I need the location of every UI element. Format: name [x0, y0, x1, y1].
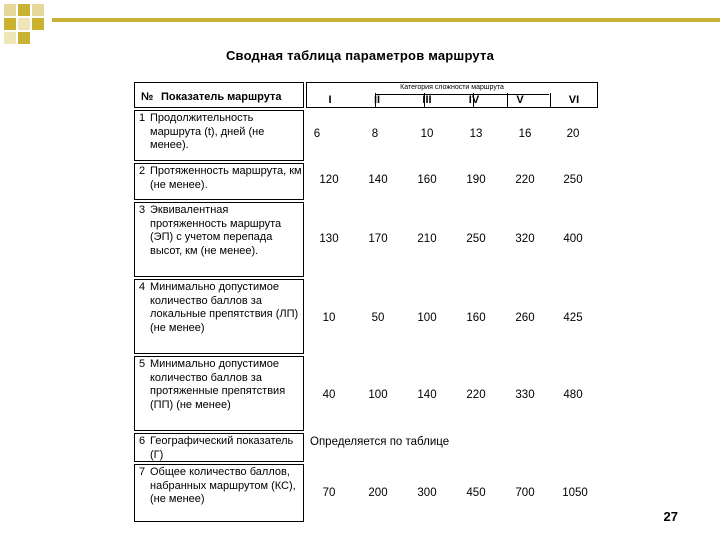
table-cell: 70: [322, 487, 336, 499]
table-cell: 160: [466, 312, 486, 324]
row-number: 3: [139, 204, 146, 216]
category-label: IV: [468, 94, 480, 106]
category-label: V: [516, 94, 524, 106]
table-cell: 16: [518, 128, 532, 140]
row-number: 6: [139, 435, 146, 447]
row-note: Определяется по таблице: [310, 436, 450, 448]
page-title: Сводная таблица параметров маршрута: [225, 48, 495, 63]
table-cell: 300: [417, 487, 437, 499]
table-row-label: [134, 464, 304, 522]
table-cell: 10: [420, 128, 434, 140]
row-number: 4: [139, 281, 146, 293]
category-label: VI: [568, 94, 580, 106]
table-cell: 160: [417, 174, 437, 186]
table-cell: 700: [515, 487, 535, 499]
table-cell: 8: [371, 128, 379, 140]
table-cell: 330: [515, 389, 535, 401]
table-cell: 40: [322, 389, 336, 401]
table-cell: 190: [466, 174, 486, 186]
table-cell: 200: [368, 487, 388, 499]
table-cell: 120: [319, 174, 339, 186]
row-number: 7: [139, 466, 146, 478]
table-row-label: [134, 433, 304, 462]
table-cell: 450: [466, 487, 486, 499]
row-number: 2: [139, 165, 146, 177]
table-cell: 100: [417, 312, 437, 324]
table-row-label: [134, 110, 304, 161]
row-label-text: Продолжительность маршрута (t), дней (не менее).: [150, 112, 265, 151]
column-header-categories: [306, 82, 598, 108]
category-label: III: [422, 94, 432, 106]
table-cell: 250: [466, 233, 486, 245]
table-cell: 320: [515, 233, 535, 245]
row-label-text: Минимально допустимое количество баллов за локальные препятствия (ЛП) (не менее): [150, 281, 299, 334]
row-label-text: Географический показатель (Г): [150, 435, 294, 461]
row-label-text: Общее количество баллов, набранных маршрутом (КС), (не менее): [150, 466, 296, 505]
table-cell: 10: [322, 312, 336, 324]
table-cell: 260: [515, 312, 535, 324]
table-cell: 130: [319, 233, 339, 245]
row-label-text: Эквивалентная протяженность маршрута (ЭП) с учетом перепада высот, км (не менее).: [150, 204, 282, 257]
category-label: II: [373, 94, 381, 106]
table-cell: 140: [417, 389, 437, 401]
header-num-label: №: [141, 91, 154, 103]
category-tick: [550, 93, 551, 107]
row-label-text: Протяженность маршрута, км (не менее).: [150, 165, 302, 191]
category-tick: [375, 93, 376, 107]
table-cell: 250: [563, 174, 583, 186]
table-row-label: [134, 202, 304, 277]
page-number: 27: [663, 509, 678, 524]
table-cell: 220: [466, 389, 486, 401]
table-cell: 13: [469, 128, 483, 140]
table-cell: 480: [563, 389, 583, 401]
category-tick: [424, 93, 425, 107]
table-cell: 1050: [562, 487, 588, 499]
table-cell: 50: [371, 312, 385, 324]
table-cell: 170: [368, 233, 388, 245]
table-row-label: [134, 163, 304, 200]
table-cell: 400: [563, 233, 583, 245]
row-number: 1: [139, 112, 146, 124]
table-row-label: [134, 356, 304, 431]
category-tick: [473, 93, 474, 107]
table-cell: 140: [368, 174, 388, 186]
header-accent-line: [52, 18, 720, 22]
table-cell: 425: [563, 312, 583, 324]
category-tick: [507, 93, 508, 107]
table-cell: 6: [313, 128, 321, 140]
row-label-text: Минимально допустимое количество баллов за протяженные препятствия (ПП) (не менее): [150, 358, 286, 411]
header-param-label: Показатель маршрута: [161, 91, 282, 103]
table-cell: 20: [566, 128, 580, 140]
row-number: 5: [139, 358, 146, 370]
table-cell: 220: [515, 174, 535, 186]
table-cell: 100: [368, 389, 388, 401]
category-label: I: [328, 94, 332, 106]
column-header-parameter: [134, 82, 304, 108]
table-row-label: [134, 279, 304, 354]
category-title: Категория сложности маршрута: [400, 84, 504, 91]
table-cell: 210: [417, 233, 437, 245]
